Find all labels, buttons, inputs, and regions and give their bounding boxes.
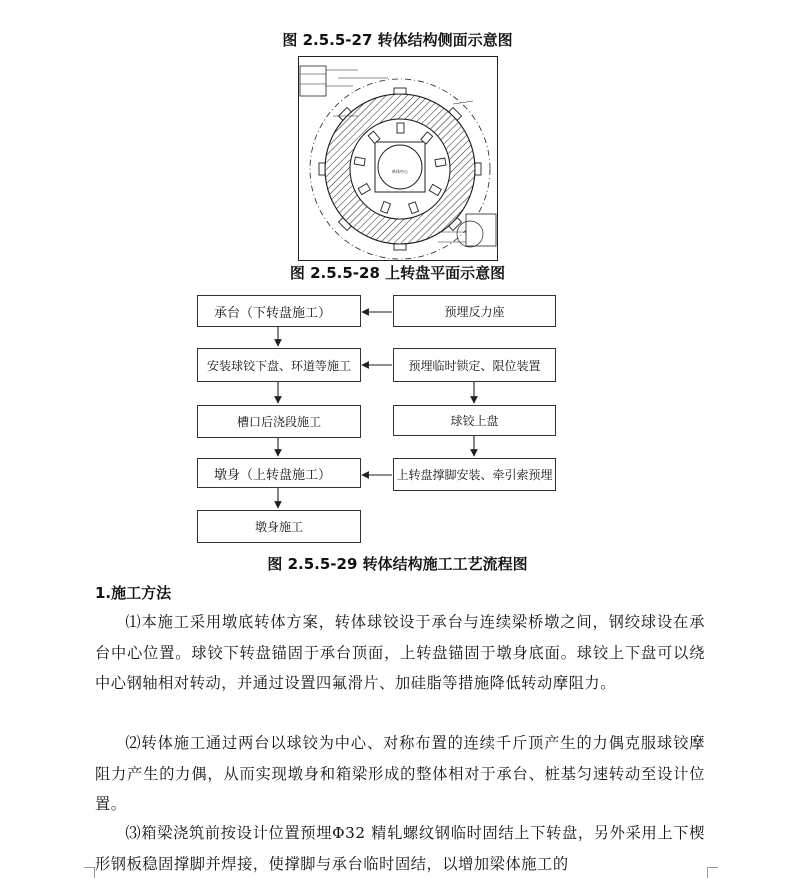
section-heading: 1.施工方法 — [95, 584, 172, 602]
flow-step-slot-pour: 槽口后浇段施工 — [197, 405, 361, 438]
flow-step-pier-body: 墩身（上转盘施工） — [197, 458, 361, 488]
page-corner-mark — [707, 867, 718, 878]
svg-text:转体中心: 转体中心 — [392, 169, 408, 174]
page-corner-mark — [84, 867, 95, 878]
paragraph-2: ⑵转体施工通过两台以球铰为中心、对称布置的连续千斤顶产生的力偶克服球铰摩阻力产生的力偶，从而实现墩身和箱梁形成的整体相对于承台、桩基匀速转动至设计位置。 — [95, 734, 705, 813]
flow-step-support-feet: 上转盘撑脚安装、牵引索预埋 — [393, 458, 556, 491]
upper-turntable-plan-diagram — [298, 56, 498, 261]
flow-step-ball-joint-lower: 安装球铰下盘、环道等施工 — [197, 348, 361, 382]
flow-step-ball-joint-upper: 球铰上盘 — [393, 405, 556, 436]
flow-step-temp-lock: 预埋临时锁定、限位装置 — [393, 348, 556, 382]
paragraph-1: ⑴本施工采用墩底转体方案，转体球铰设于承台与连续梁桥墩之间，钢绞球设在承台中心位置。球铰下转盘锚固于承台顶面，上转盘锚固于墩身底面。球铰上下盘可以绕中心钢轴相对转动，并通过设置四氟滑片、加硅脂等措施降低转动摩阻力。 — [95, 613, 705, 692]
flow-step-platform: 承台（下转盘施工） — [197, 295, 361, 327]
flow-step-pier-construction: 墩身施工 — [197, 510, 361, 543]
figure-29-caption: 图 2.5.5-29 转体结构施工工艺流程图 — [267, 555, 528, 573]
paragraph-3: ⑶箱梁浇筑前按设计位置预埋Φ32 精轧螺纹钢临时固结上下转盘，另外采用上下楔形钢板稳固撑脚并焊接，使撑脚与承台临时固结，以增加梁体施工的 — [95, 824, 705, 873]
figure-27-caption: 图 2.5.5-27 转体结构侧面示意图 — [282, 31, 513, 49]
flow-step-reaction-seat: 预埋反力座 — [393, 295, 556, 327]
figure-28-caption: 图 2.5.5-28 上转盘平面示意图 — [289, 264, 506, 282]
